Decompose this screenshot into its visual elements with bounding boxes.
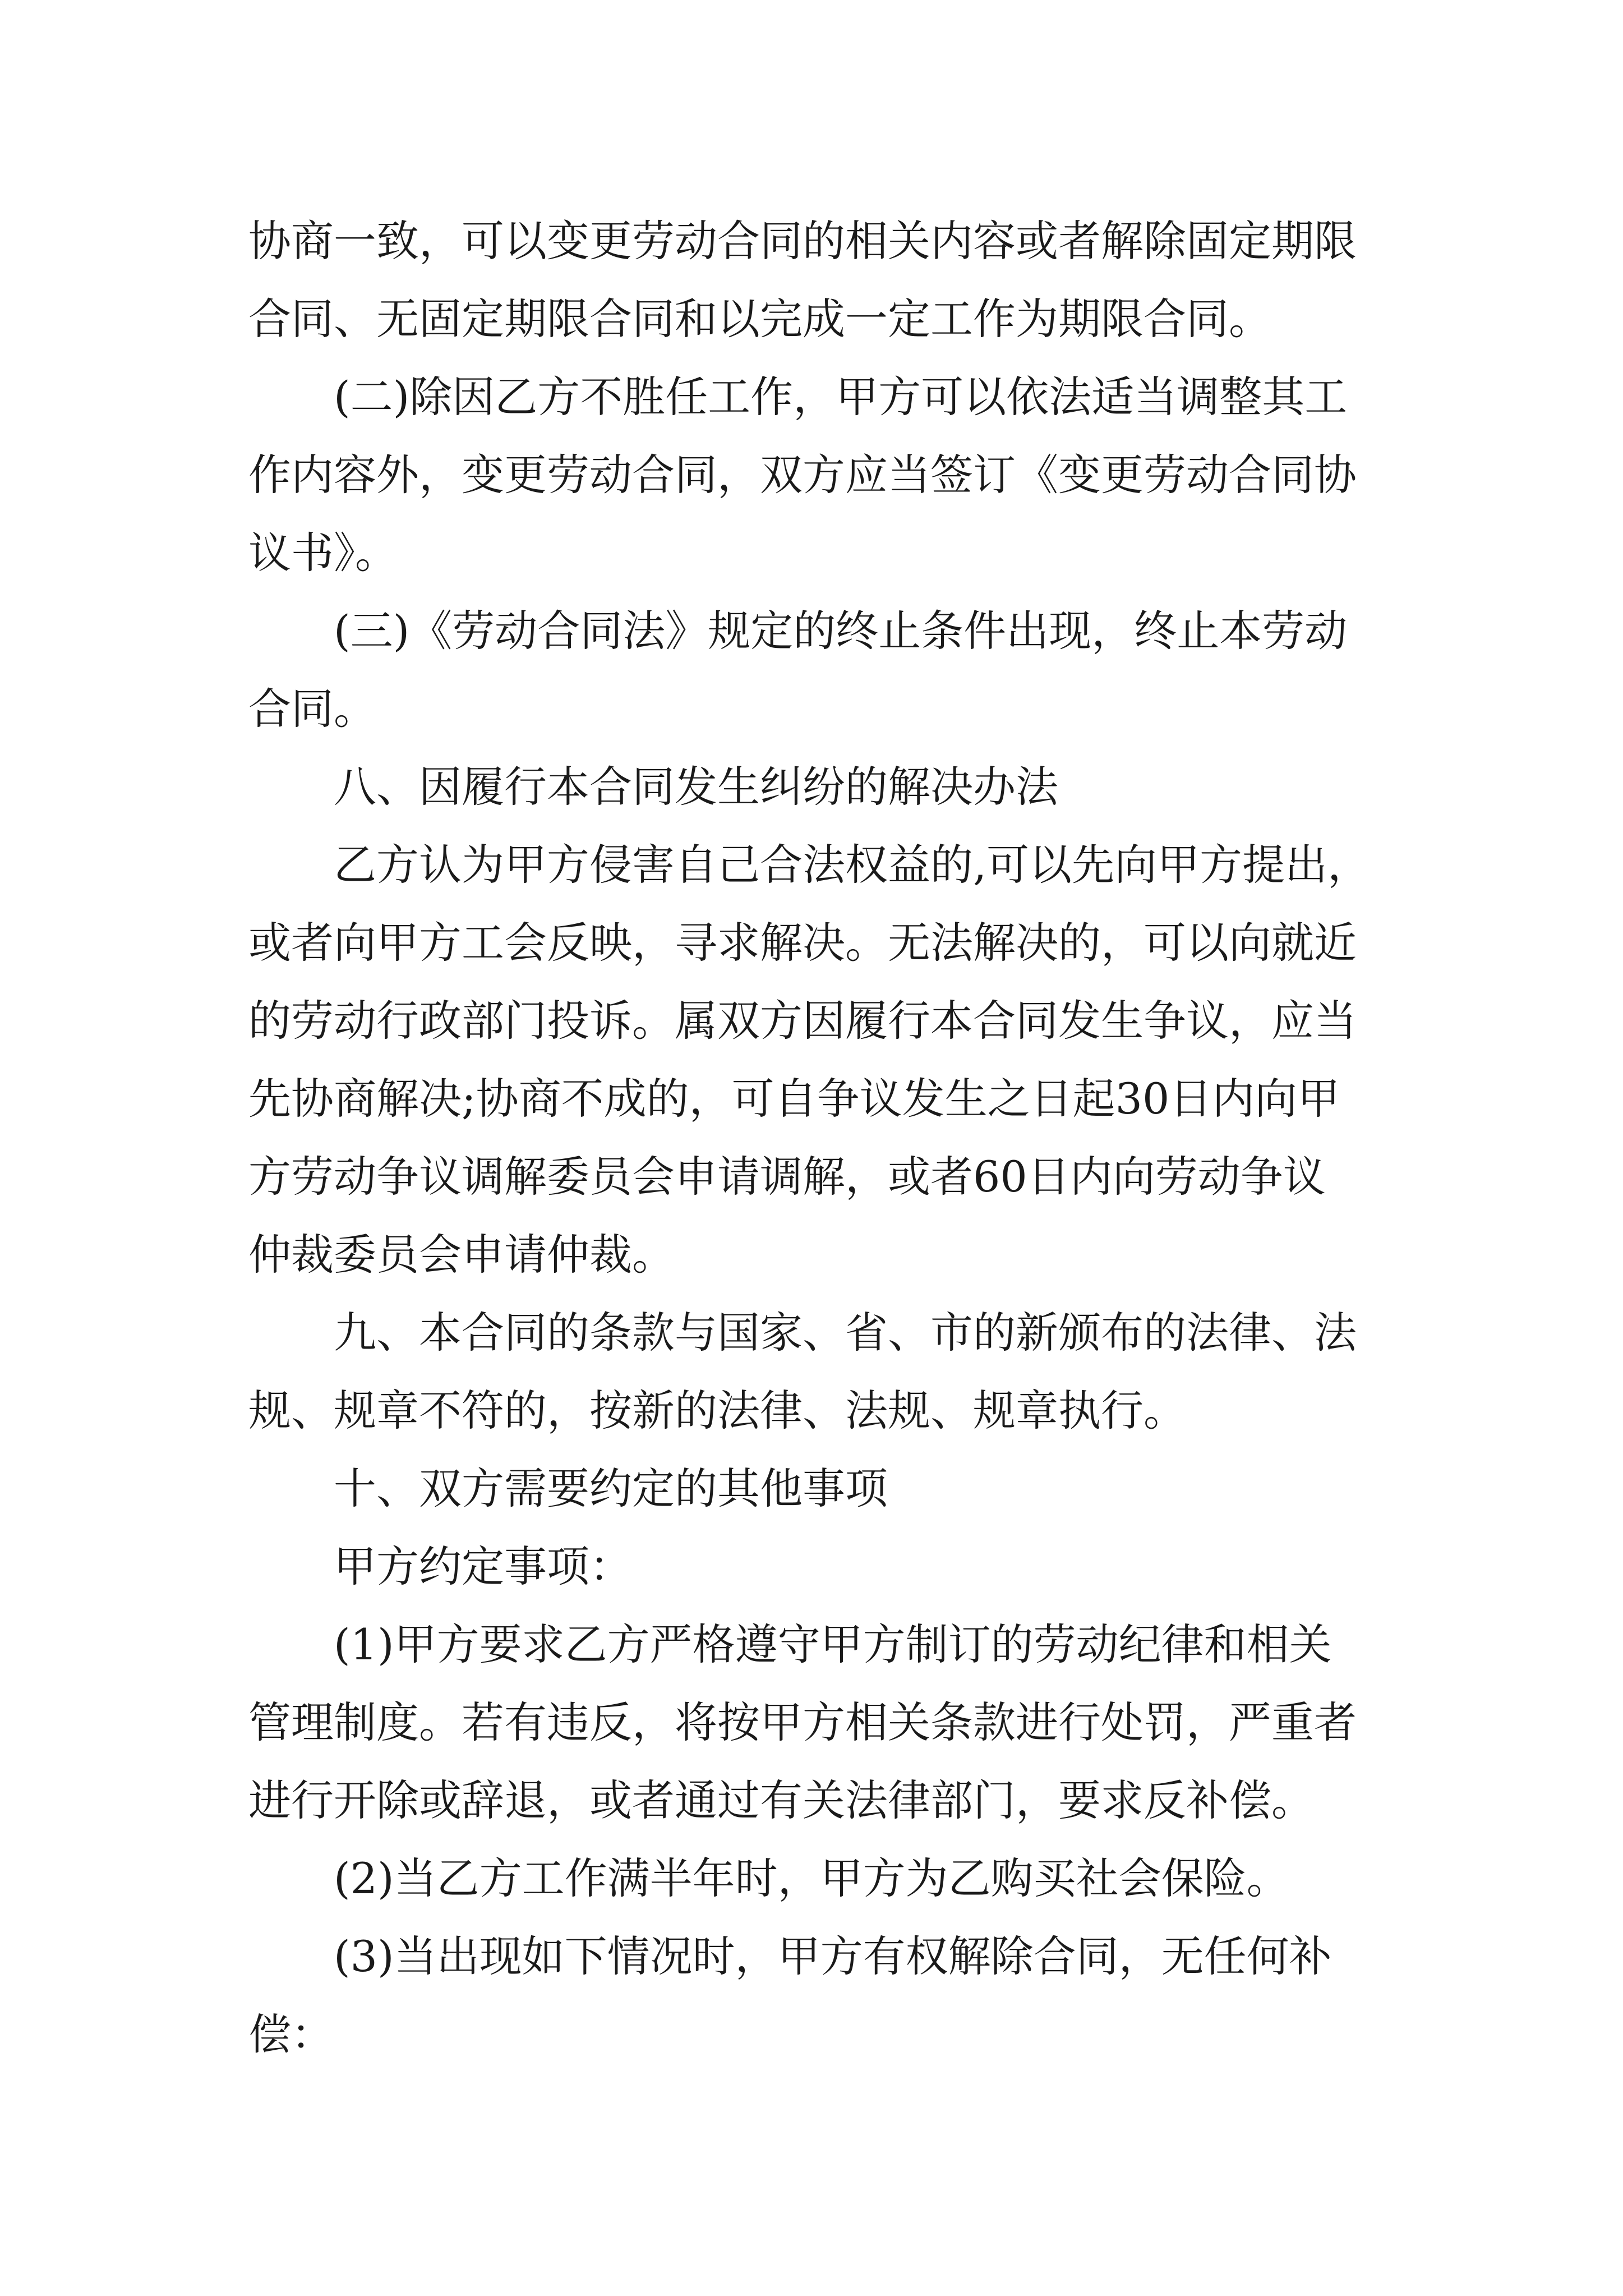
section-heading bbox=[0, 759, 1623, 815]
text-line bbox=[0, 603, 1623, 659]
line-text: 的劳动行政部门投诉。属双方因履行本合同发生争议，应当 bbox=[248, 996, 1357, 1046]
text-line bbox=[0, 1929, 1623, 1985]
line-text: (1)甲方要求乙方严格遵守甲方制订的劳动纪律和相关 bbox=[334, 1619, 1332, 1669]
text-line bbox=[0, 369, 1623, 425]
line-text: 方劳动争议调解委员会申请调解，或者60日内向劳动争议 bbox=[248, 1152, 1326, 1202]
line-text: 十、双方需要约定的其他事项 bbox=[334, 1464, 888, 1513]
text-line bbox=[0, 447, 1623, 503]
line-text: 作内容外，变更劳动合同，双方应当签订《变更劳动合同协 bbox=[248, 450, 1357, 500]
line-text: (3)当出现如下情况时，甲方有权解除合同，无任何补 bbox=[334, 1931, 1332, 1981]
text-line bbox=[0, 1149, 1623, 1205]
text-line bbox=[0, 213, 1623, 269]
text-line bbox=[0, 993, 1623, 1049]
line-text: 或者向甲方工会反映，寻求解决。无法解决的，可以向就近 bbox=[248, 918, 1357, 968]
text-line bbox=[0, 1227, 1623, 1283]
text-line bbox=[0, 1617, 1623, 1673]
text-line bbox=[0, 525, 1623, 581]
line-text: 进行开除或辞退，或者通过有关法律部门，要求反补偿。 bbox=[248, 1775, 1314, 1825]
line-text: 先协商解决;协商不成的，可自争议发生之日起30日内向甲 bbox=[248, 1074, 1340, 1124]
line-text: 规、规章不符的，按新的法律、法规、规章执行。 bbox=[248, 1386, 1186, 1435]
section-heading bbox=[0, 1305, 1623, 1361]
text-line bbox=[0, 1695, 1623, 1751]
line-text: 仲裁委员会申请仲裁。 bbox=[248, 1230, 675, 1280]
text-line bbox=[0, 915, 1623, 971]
text-line bbox=[0, 291, 1623, 347]
line-text: (2)当乙方工作满半年时，甲方为乙购买社会保险。 bbox=[334, 1853, 1289, 1903]
text-line bbox=[0, 1071, 1623, 1127]
line-text: 八、因履行本合同发生纠纷的解决办法 bbox=[334, 762, 1058, 812]
text-line bbox=[0, 681, 1623, 737]
line-text: 议书》。 bbox=[248, 528, 398, 578]
text-line bbox=[0, 1383, 1623, 1439]
line-text: (二)除因乙方不胜任工作，甲方可以依法适当调整其工 bbox=[334, 372, 1348, 422]
text-line bbox=[0, 1851, 1623, 1907]
line-text: 合同。 bbox=[248, 684, 376, 734]
line-text: (三)《劳动合同法》规定的终止条件出现，终止本劳动 bbox=[334, 606, 1348, 656]
line-text: 协商一致，可以变更劳动合同的相关内容或者解除固定期限 bbox=[248, 216, 1357, 266]
text-line bbox=[0, 837, 1623, 893]
text-line bbox=[0, 1539, 1623, 1595]
line-text: 甲方约定事项： bbox=[334, 1542, 632, 1591]
text-line bbox=[0, 1773, 1623, 1829]
text-line bbox=[0, 2007, 1623, 2063]
line-text: 偿： bbox=[248, 2009, 334, 2059]
line-text: 九、本合同的条款与国家、省、市的新颁布的法律、法 bbox=[334, 1308, 1357, 1358]
line-text: 乙方认为甲方侵害自己合法权益的,可以先向甲方提出， bbox=[334, 840, 1371, 890]
line-text: 合同、无固定期限合同和以完成一定工作为期限合同。 bbox=[248, 294, 1271, 344]
section-heading bbox=[0, 1461, 1623, 1517]
line-text: 管理制度。若有违反，将按甲方相关条款进行处罚，严重者 bbox=[248, 1697, 1357, 1747]
